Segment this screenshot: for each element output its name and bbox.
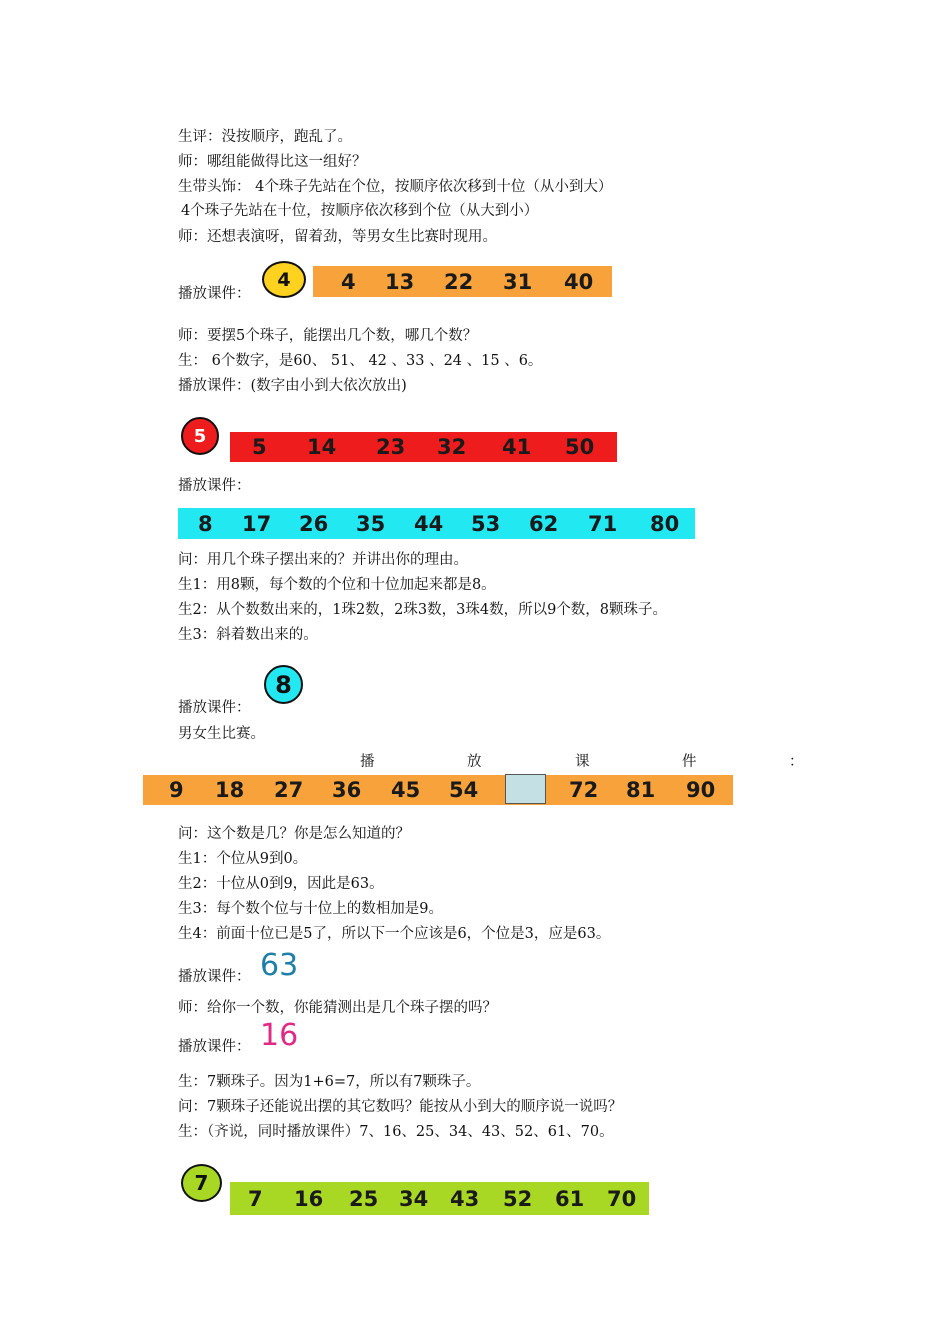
strip-number: 36 (332, 778, 362, 802)
badge-5-icon: 5 (181, 417, 219, 455)
badge-8-icon: 8 (264, 665, 303, 704)
number-strip-9 (143, 775, 733, 805)
text-line: 播放课件：(数字由小到大依次放出) (178, 378, 407, 394)
badge-4-icon: 4 (262, 261, 306, 298)
strip-number: 35 (356, 511, 386, 536)
strip-number: 14 (307, 435, 337, 459)
strip-number: 50 (565, 435, 595, 459)
strip-number: 80 (650, 511, 680, 536)
text-line: 生1：个位从9到0。 (178, 851, 308, 867)
spread-label-char: 播 (360, 754, 375, 770)
strip-number: 53 (471, 511, 501, 536)
strip-number: 54 (449, 778, 479, 802)
strip-number: 18 (215, 778, 245, 802)
strip-number: 52 (503, 1186, 533, 1211)
badge-7-icon: 7 (181, 1164, 222, 1202)
blank-box (505, 774, 546, 804)
text-line: 生：7颗珠子。因为1+6=7，所以有7颗珠子。 (178, 1074, 481, 1090)
spread-label-char: 课 (575, 754, 590, 770)
text-line: 师：还想表演呀，留着劲，等男女生比赛时现用。 (178, 229, 497, 245)
text-line: 问：7颗珠子还能说出摆的其它数吗？能按从小到大的顺序说一说吗？ (178, 1099, 623, 1115)
text-line: 生带头饰： 4个珠子先站在个位，按顺序依次移到十位（从小到大） (178, 179, 613, 195)
strip-number: 16 (294, 1186, 324, 1211)
strip-number: 71 (588, 511, 618, 536)
strip-number: 25 (349, 1186, 379, 1211)
answer-63: 63 (260, 948, 299, 983)
strip-number: 22 (444, 269, 474, 294)
strip-number: 72 (569, 778, 599, 802)
spread-label-char: ： (789, 754, 804, 770)
play-label: 播放课件： (178, 1039, 251, 1055)
spread-label-char: 件 (682, 754, 697, 770)
text-line: 生3：每个数个位与十位上的数相加是9。 (178, 901, 443, 917)
strip-number: 26 (299, 511, 329, 536)
text-line: 生2：十位从0到9，因此是63。 (178, 876, 384, 892)
strip-number: 8 (198, 511, 213, 536)
strip-number: 34 (399, 1186, 429, 1211)
strip-number: 43 (450, 1186, 480, 1211)
strip-number: 70 (607, 1186, 637, 1211)
number-strip-4 (313, 266, 612, 297)
text-line: 生1：用8颗，每个数的个位和十位加起来都是8。 (178, 577, 496, 593)
strip-number: 5 (252, 435, 267, 459)
strip-number: 7 (248, 1186, 263, 1211)
number-strip-8 (178, 508, 695, 539)
number-strip-5 (230, 432, 617, 462)
strip-number: 13 (385, 269, 415, 294)
text-line: 问：这个数是几？你是怎么知道的？ (178, 826, 410, 842)
text-line: 师：要摆5个珠子，能摆出几个数，哪几个数？ (178, 328, 478, 344)
play-label: 播放课件： (178, 478, 251, 494)
text-line: 生3：斜着数出来的。 (178, 627, 318, 643)
spread-label-char: 放 (467, 754, 482, 770)
strip-number: 81 (626, 778, 656, 802)
text-line: 生评：没按顺序，跑乱了。 (178, 129, 352, 145)
text-line: 生：（齐说，同时播放课件）7、16、25、34、43、52、61、70。 (178, 1124, 614, 1140)
strip-number: 62 (529, 511, 559, 536)
text-line: 4个珠子先站在十位，按顺序依次移到个位（从大到小） (181, 203, 539, 219)
strip-number: 32 (437, 435, 467, 459)
text-line: 生： 6个数字，是60、 51、 42 、33 、24 、15 、6。 (178, 353, 543, 369)
text-line: 师：给你一个数，你能猜测出是几个珠子摆的吗？ (178, 1000, 497, 1016)
strip-number: 90 (686, 778, 716, 802)
strip-number: 4 (341, 269, 356, 294)
strip-number: 31 (503, 269, 533, 294)
text-line: 生2：从个数数出来的，1珠2数，2珠3数，3珠4数，所以9个数，8颗珠子。 (178, 602, 668, 618)
strip-number: 27 (274, 778, 304, 802)
strip-number: 17 (242, 511, 272, 536)
strip-number: 44 (414, 511, 444, 536)
strip-number: 41 (502, 435, 532, 459)
strip-number: 61 (555, 1186, 585, 1211)
number-strip-7 (230, 1182, 649, 1215)
strip-number: 23 (376, 435, 406, 459)
text-line: 问：用几个珠子摆出来的？并讲出你的理由。 (178, 552, 468, 568)
strip-number: 9 (169, 778, 184, 802)
play-label: 播放课件： (178, 286, 251, 302)
strip-number: 45 (391, 778, 421, 802)
text-line: 男女生比赛。 (178, 726, 265, 742)
text-line: 师：哪组能做得比这一组好？ (178, 154, 367, 170)
strip-number: 40 (564, 269, 594, 294)
play-label: 播放课件： (178, 700, 251, 716)
answer-16: 16 (260, 1018, 299, 1053)
text-line: 生4：前面十位已是5了，所以下一个应该是6，个位是3，应是63。 (178, 926, 611, 942)
play-label: 播放课件： (178, 969, 251, 985)
